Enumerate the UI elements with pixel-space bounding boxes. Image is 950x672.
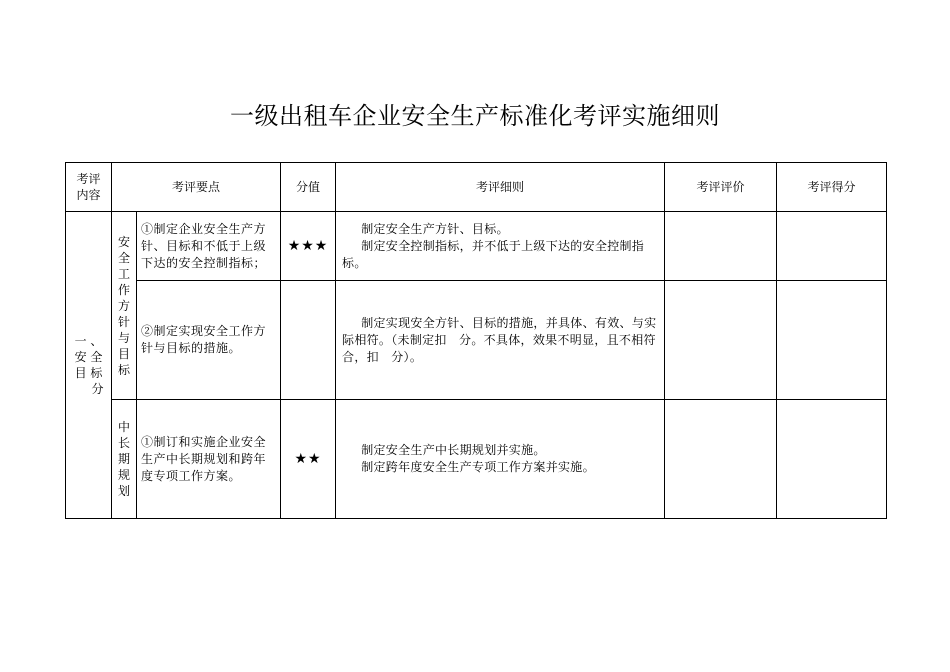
header-content: 考评 内容 <box>66 163 112 212</box>
result-cell <box>777 212 887 281</box>
header-result: 考评得分 <box>777 163 887 212</box>
subcategory-cell: 安 全 工 作 方 针 与 目 标 <box>112 212 137 400</box>
header-points: 考评要点 <box>112 163 281 212</box>
point-cell: ②制定实现安全工作方针与目标的措施。 <box>137 281 281 400</box>
score-cell: ★★★ <box>281 212 336 281</box>
detail-cell: 制定安全生产中长期规划并实施。 制定跨年度安全生产专项工作方案并实施。 <box>336 400 665 519</box>
category-cell: 一 、 安 全 目 标 分 <box>66 212 112 519</box>
score-cell: ★★ <box>281 400 336 519</box>
point-cell: ①制定企业安全生产方针、目标和不低于上级下达的安全控制指标； <box>137 212 281 281</box>
point-cell: ①制订和实施企业安全生产中长期规划和跨年度专项工作方案。 <box>137 400 281 519</box>
evaluation-cell <box>665 281 777 400</box>
evaluation-cell <box>665 400 777 519</box>
table-row <box>66 281 887 400</box>
table-row <box>66 212 887 281</box>
subcategory-cell: 中 长 期 规 划 <box>112 400 137 519</box>
header-score: 分值 <box>281 163 336 212</box>
score-cell <box>281 281 336 400</box>
result-cell <box>777 400 887 519</box>
header-evaluation: 考评评价 <box>665 163 777 212</box>
header-details: 考评细则 <box>336 163 665 212</box>
evaluation-cell <box>665 212 777 281</box>
document-title: 一级出租车企业安全生产标准化考评实施细则 <box>230 102 720 130</box>
detail-cell: 制定安全生产方针、目标。 制定安全控制指标，并不低于上级下达的安全控制指标。 <box>336 212 665 281</box>
evaluation-table <box>65 162 887 519</box>
table-row <box>66 400 887 519</box>
detail-cell: 制定实现安全方针、目标的措施，并具体、有效、与实际相符。（未制定扣 分。不具体，效果不明显，且不相符合，扣 分）。 <box>336 281 665 400</box>
result-cell <box>777 281 887 400</box>
header-row <box>66 163 887 212</box>
